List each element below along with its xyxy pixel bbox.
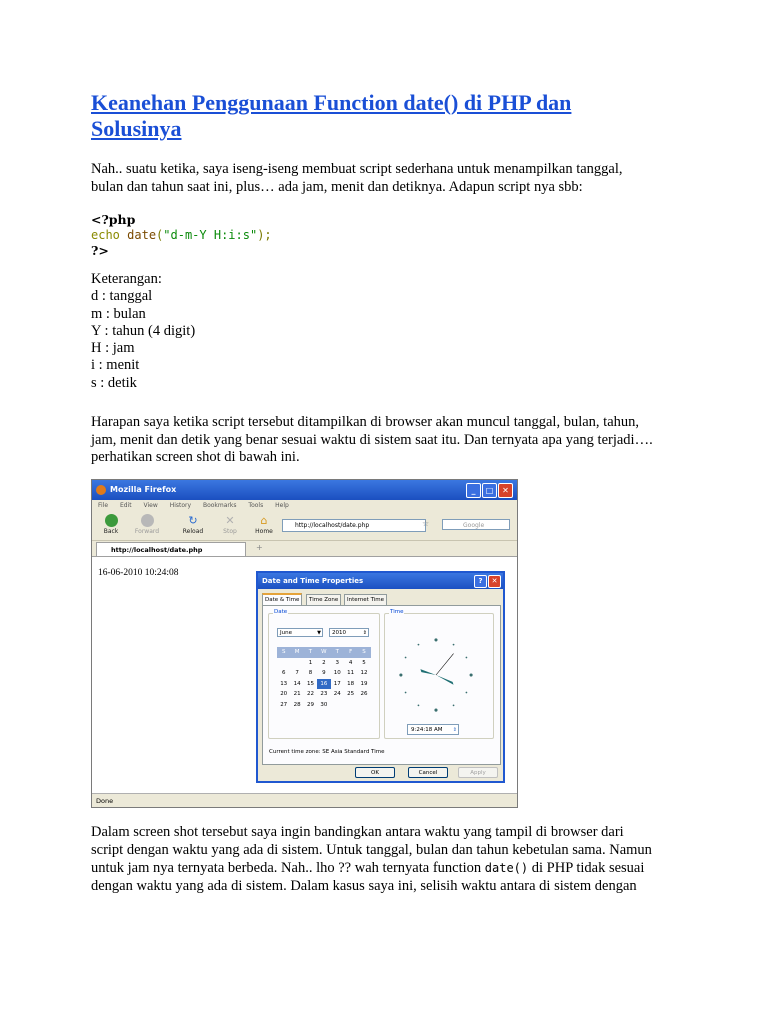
minimize-icon[interactable]: _ — [466, 483, 481, 498]
page-content — [92, 556, 517, 793]
calendar-week: 1 2 3 4 5 — [308, 659, 366, 666]
tab-panel — [262, 605, 501, 765]
status-bar: Done — [92, 793, 517, 807]
php-output-timestamp: 16-06-2010 10:24:08 — [98, 568, 179, 578]
keterangan-item: m : bulan — [91, 305, 146, 322]
calendar — [277, 647, 371, 710]
tab-date-time[interactable]: Date & Time — [262, 593, 302, 605]
analog-clock — [397, 636, 475, 714]
keterangan-list — [91, 271, 195, 392]
hour-hand — [420, 669, 436, 675]
php-close-tag: ?> — [91, 243, 109, 258]
tab-time-zone[interactable]: Time Zone — [306, 594, 341, 605]
tab-bar — [92, 541, 517, 556]
para3-line-3: untuk jam nya ternyata berbeda. Nah.. lho ?? wah ternyata function date() di PHP tidak sesuai — [91, 860, 645, 876]
menu-file[interactable]: File — [98, 502, 109, 509]
time-group-label: Time — [390, 609, 404, 615]
para2-line-3: perhatikan screen shot di bawah ini. — [91, 449, 300, 465]
inline-code: date() — [484, 861, 529, 875]
time-group — [384, 609, 494, 739]
cancel-button[interactable]: Cancel — [408, 767, 448, 778]
tab-internet-time[interactable]: Internet Time — [344, 594, 387, 605]
firefox-icon — [96, 485, 106, 495]
selected-day[interactable]: 16 — [317, 679, 330, 690]
browser-screenshot — [91, 479, 518, 808]
calendar-weekdays: S M T W T F S — [277, 647, 371, 658]
calendar-week: 6 7 8 9 10 11 12 — [281, 670, 368, 676]
dialog-title: Date and Time Properties — [262, 577, 364, 585]
back-button[interactable]: Back — [98, 514, 124, 535]
stepper-icon: ⇕ — [362, 630, 367, 636]
menu-history[interactable]: History — [169, 502, 192, 509]
keterangan-item: s : detik — [91, 374, 137, 391]
forward-icon — [141, 514, 154, 527]
home-button[interactable]: ⌂ Home — [255, 514, 273, 535]
search-box[interactable]: Google — [442, 519, 510, 530]
reload-icon: ↻ — [188, 514, 198, 527]
code-tail: ); — [257, 228, 272, 242]
keterangan-item: Y : tahun (4 digit) — [91, 322, 196, 339]
menu-bookmarks[interactable]: Bookmarks — [202, 502, 237, 509]
keterangan-item: H : jam — [91, 340, 135, 357]
bookmark-star-icon[interactable]: ☆ — [422, 519, 430, 528]
stepper-icon: ⇕ — [452, 727, 457, 733]
minute-hand — [436, 675, 454, 685]
close-icon[interactable]: ✕ — [498, 483, 513, 498]
help-icon[interactable]: ? — [474, 575, 487, 588]
para2-line-1: Harapan saya ketika script tersebut ditampilkan di browser akan muncul tanggal, bulan, tahun, — [91, 414, 640, 430]
back-icon — [105, 514, 118, 527]
date-group — [268, 609, 380, 739]
stop-icon: ✕ — [225, 514, 235, 527]
reload-button[interactable]: ↻ Reload — [182, 514, 204, 535]
month-select[interactable]: June ▼ — [277, 628, 323, 637]
intro-line-2: bulan dan tahun saat ini, plus… ada jam, menit dan detiknya. Adapun script nya sbb: — [91, 179, 583, 195]
ok-button[interactable]: OK — [355, 767, 395, 778]
new-tab-icon[interactable]: + — [256, 543, 263, 552]
menu-tools[interactable]: Tools — [248, 502, 264, 509]
browser-tab[interactable]: http://localhost/date.php — [96, 542, 246, 556]
keterangan-item: d : tanggal — [91, 288, 153, 305]
menu-help[interactable]: Help — [275, 502, 289, 509]
current-timezone: Current time zone: SE Asia Standard Time — [269, 749, 385, 755]
code-arg: "d-m-Y H:i:s" — [163, 228, 258, 242]
menu-view[interactable]: View — [143, 502, 158, 509]
para3-line-1: Dalam screen shot tersebut saya ingin bandingkan antara waktu yang tampil di browser dari — [91, 824, 624, 840]
keterangan-item: i : menit — [91, 357, 140, 374]
menu-edit[interactable]: Edit — [119, 502, 132, 509]
forward-button[interactable]: Forward — [134, 514, 160, 535]
para3-line-4: dengan waktu yang ada di sistem. Dalam kasus saya ini, selisih waktu antara di sistem dengan — [91, 878, 637, 894]
stop-button[interactable]: ✕ Stop — [223, 514, 237, 535]
para2-line-2: jam, menit dan detik yang benar sesuai waktu di sistem saat itu. Dan ternyata apa yang terjadi…. — [91, 432, 653, 448]
para3-line-2: script dengan waktu yang ada di sistem. Untuk tanggal, bulan dan tahun kebetulan sama. Namun — [91, 842, 652, 858]
intro-line-1: Nah.. suatu ketika, saya iseng-iseng membuat script sederhana untuk menampilkan tanggal, — [91, 161, 623, 177]
url-bar[interactable]: http://localhost/date.php — [282, 519, 426, 532]
date-group-label: Date — [274, 609, 288, 615]
nav-toolbar — [92, 512, 517, 541]
calendar-week: 27 28 29 30 — [280, 701, 328, 708]
calendar-week: 13 14 15 16 17 18 19 — [277, 679, 371, 690]
window-title: Mozilla Firefox — [110, 485, 177, 494]
second-hand — [436, 654, 454, 675]
time-field[interactable]: 9:24:18 AM ⇕ — [407, 724, 459, 735]
code-block: <?php echo date("d-m-Y H:i:s"); ?> — [91, 212, 272, 258]
dialog-titlebar — [258, 573, 503, 589]
code-fn: date — [127, 228, 157, 242]
window-titlebar — [92, 480, 517, 500]
date-time-dialog — [256, 571, 505, 783]
chevron-down-icon: ▼ — [317, 630, 321, 636]
code-echo: echo — [91, 228, 120, 242]
article-title[interactable]: Keanehan Penggunaan Function date() di PHP dan Solusinya — [91, 90, 572, 141]
maximize-icon[interactable]: □ — [482, 483, 497, 498]
year-stepper[interactable]: 2010 ⇕ — [329, 628, 369, 637]
apply-button[interactable]: Apply — [458, 767, 498, 778]
menu-bar — [92, 500, 517, 512]
dialog-close-icon[interactable]: ✕ — [488, 575, 501, 588]
php-open-tag: <?php — [91, 212, 136, 227]
keterangan-heading: Keterangan: — [91, 271, 162, 287]
home-icon: ⌂ — [260, 514, 268, 527]
calendar-week: 20 21 22 23 24 25 26 — [280, 691, 368, 697]
